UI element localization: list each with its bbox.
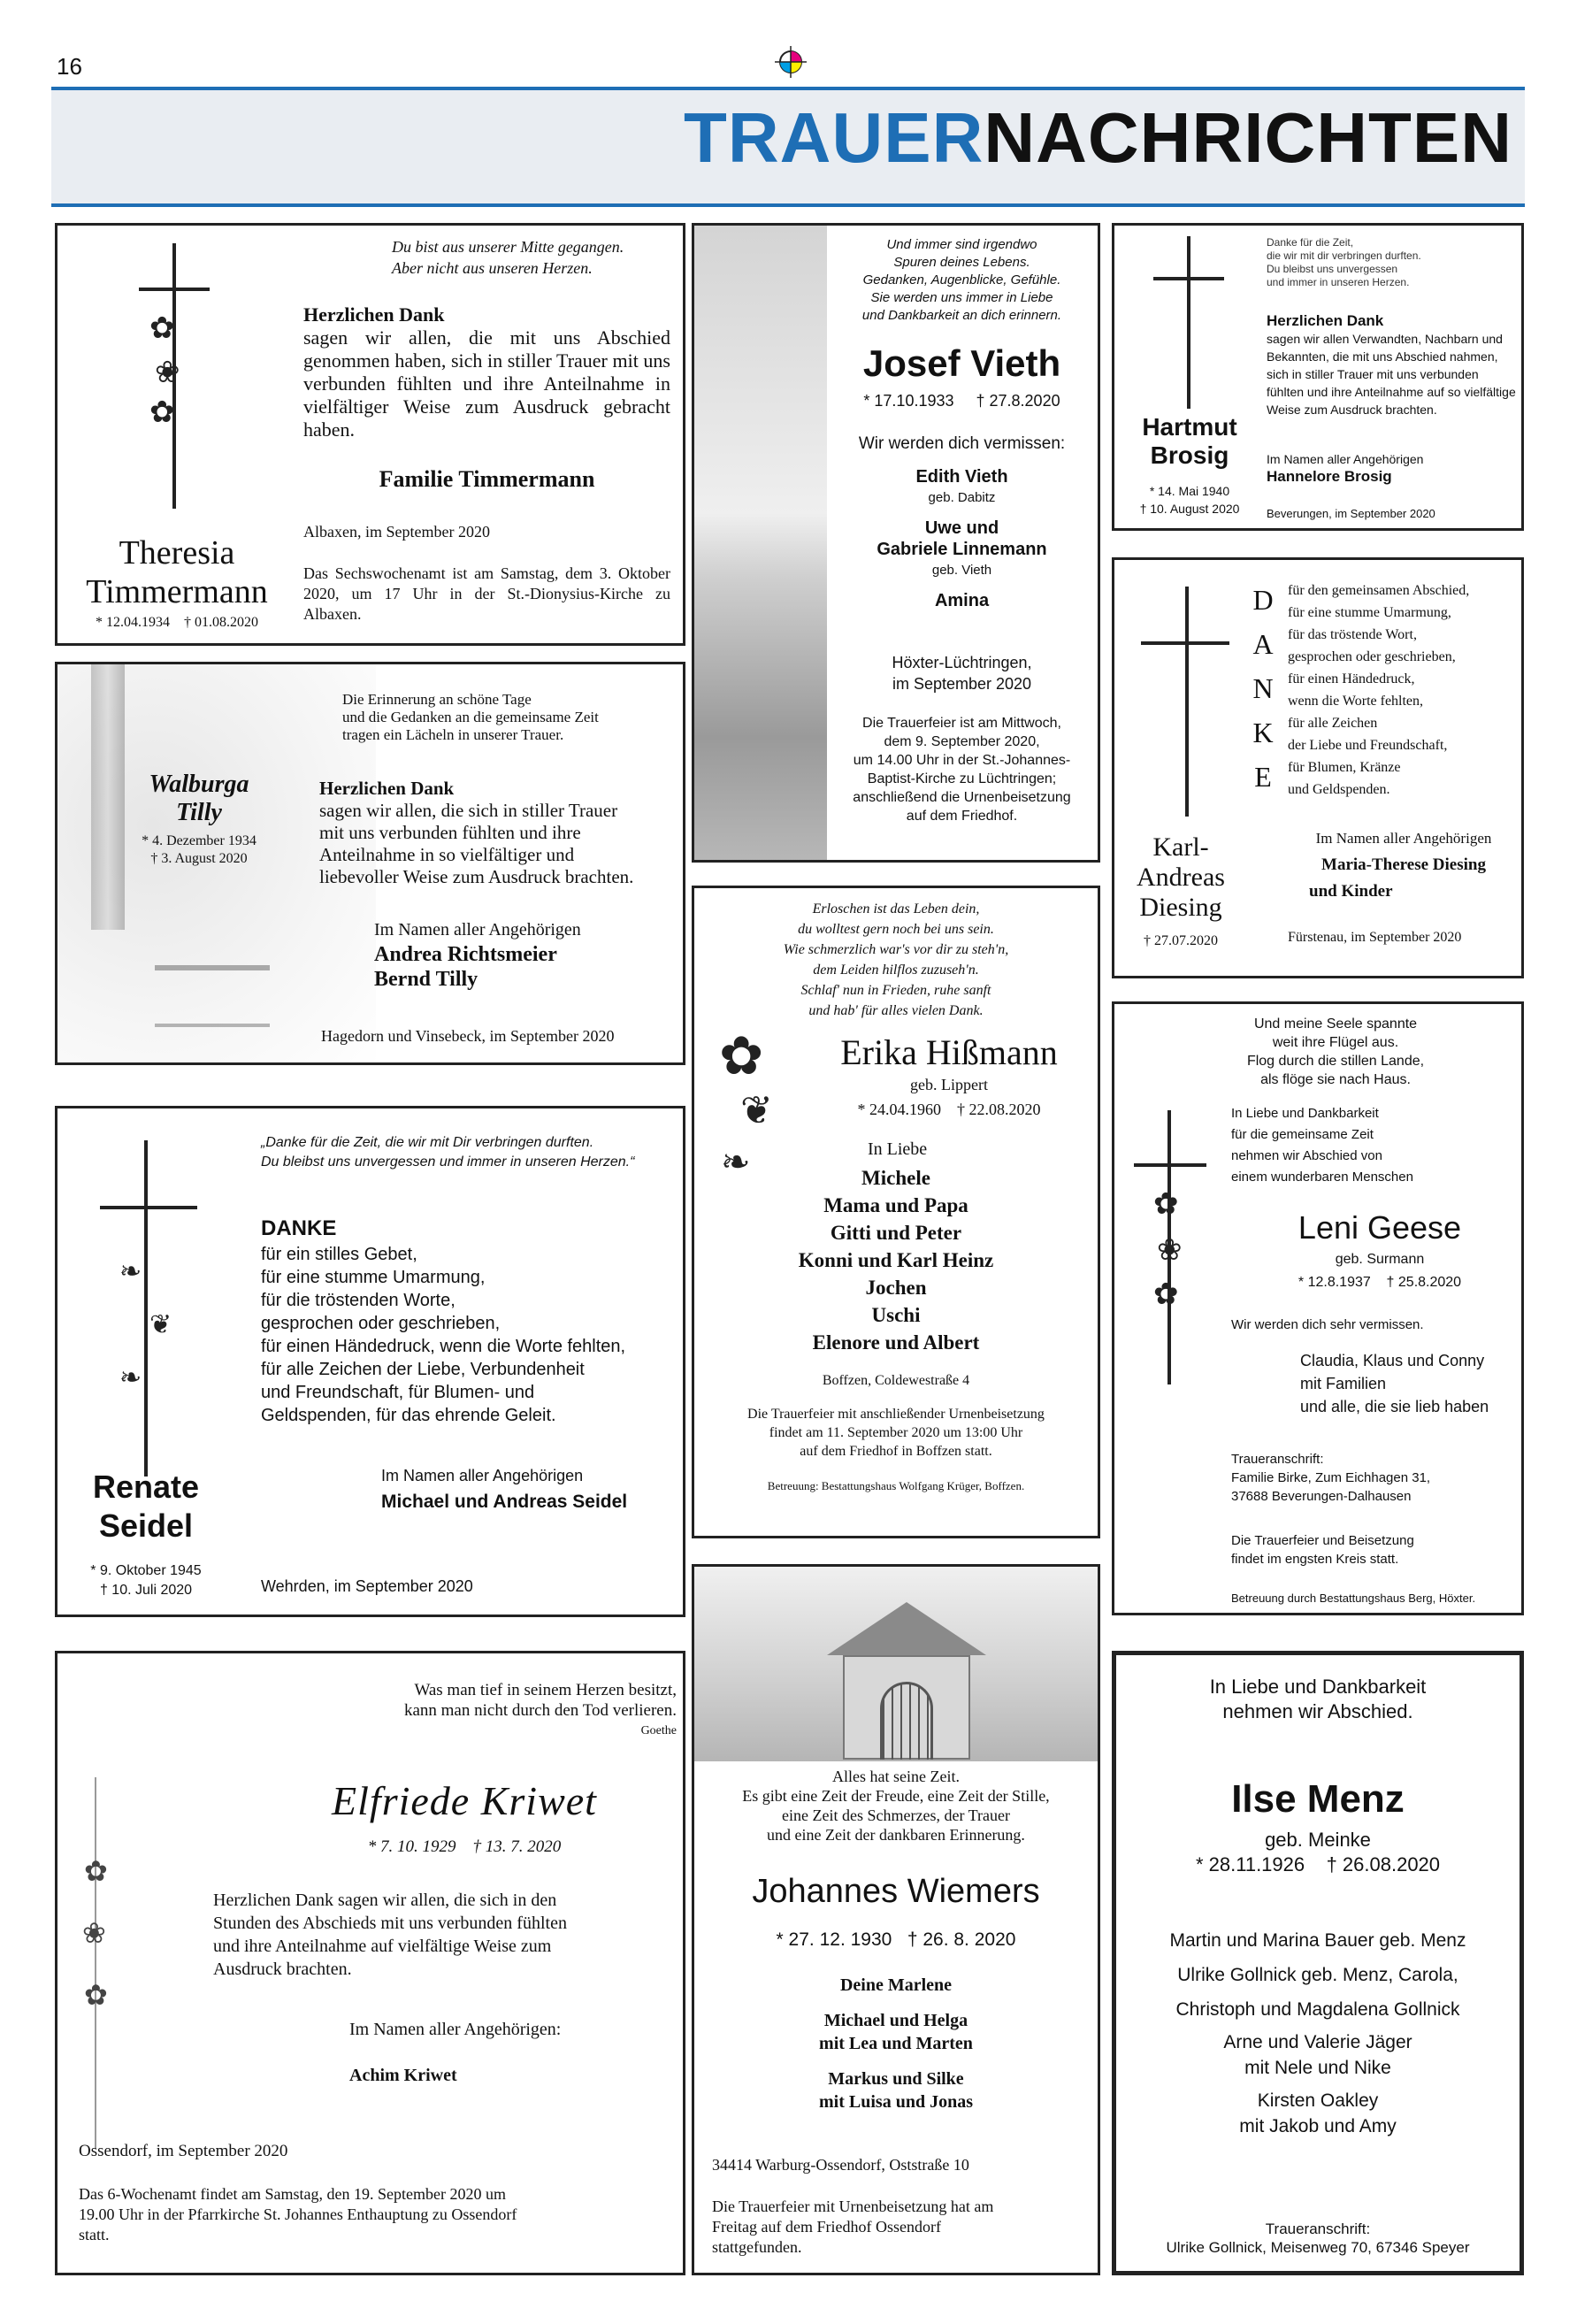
quote-line: Du bist aus unserer Mitte gegangen. xyxy=(392,238,624,256)
dank-line: mit uns verbunden fühlten und ihre xyxy=(319,822,581,843)
cross-icon xyxy=(1187,236,1190,409)
intro-line: nehmen wir Abschied. xyxy=(1222,1700,1413,1722)
cross-bar xyxy=(1153,277,1224,280)
life-dates: * 17.10.1933 † 27.8.2020 xyxy=(863,392,1060,410)
deceased-first-name: Renate xyxy=(92,1469,200,1505)
deceased-name: Elfriede Kriwet xyxy=(332,1778,597,1823)
rose-icon: ❦ xyxy=(740,1089,773,1132)
deceased-first-name: Walburga xyxy=(149,771,249,798)
signature-name: Andrea Richtsmeier xyxy=(374,943,557,966)
died-date: † 3. August 2020 xyxy=(150,851,248,866)
obituary-hissmann xyxy=(692,886,1100,1538)
quote-line: und die Gedanken an die gemeinsame Zeit xyxy=(342,709,599,725)
quote-line: du wolltest gern noch bei uns sein. xyxy=(798,922,994,937)
died-date: † 27.07.2020 xyxy=(1144,933,1218,948)
mourner-line: Markus und Silke xyxy=(828,2069,964,2089)
address-line: Ulrike Gollnick, Meisenweg 70, 67346 Speyer xyxy=(1166,2239,1470,2256)
deceased-first-name: Hartmut xyxy=(1142,413,1237,441)
obituary-menz xyxy=(1112,1651,1524,2275)
danke-line: Geldspenden, für das ehrende Geleit. xyxy=(261,1406,556,1425)
quote-line: Alles hat seine Zeit. xyxy=(832,1768,960,1785)
obituary-geese xyxy=(1112,1001,1524,1615)
address: Boffzen, Coldewestraße 4 xyxy=(822,1373,970,1388)
in-liebe: In Liebe xyxy=(868,1139,928,1159)
place-date: Albaxen, im September 2020 xyxy=(303,523,490,541)
danke-line: für alle Zeichen xyxy=(1288,716,1378,731)
dank-line: liebevoller Weise zum Ausdruck brachten. xyxy=(319,866,634,887)
mourner-nee: geb. Dabitz xyxy=(928,490,996,505)
address: 34414 Warburg-Ossendorf, Oststraße 10 xyxy=(712,2156,969,2174)
danke-letter: E xyxy=(1254,761,1272,793)
deceased-nee: geb. Surmann xyxy=(1335,1252,1425,1267)
dank-line: Herzlichen Dank sagen wir allen, die sich in den xyxy=(213,1891,557,1910)
intro-line: für die gemeinsame Zeit xyxy=(1231,1127,1374,1142)
danke-line: für Blumen, Kränze xyxy=(1288,760,1401,775)
born-date: * 4. Dezember 1934 xyxy=(142,833,256,848)
ivy-icon: ❧ xyxy=(119,1363,142,1392)
dank-heading: Herzlichen Dank xyxy=(303,303,445,326)
mourner-name: Edith Vieth xyxy=(915,467,1008,487)
mourner-line: mit Jakob und Amy xyxy=(1239,2116,1397,2136)
deceased-name: Johannes Wiemers xyxy=(752,1873,1040,1910)
funeral-line: dem 9. September 2020, xyxy=(884,734,1040,749)
dank-line: Anteilnahme in so vielfältiger und xyxy=(319,844,575,865)
intro-line: einem wunderbaren Menschen xyxy=(1231,1170,1413,1185)
mourner-line: Michael und Helga xyxy=(823,2011,968,2030)
mourner-name: Gabriele Linnemann xyxy=(877,540,1047,559)
memorial-mass: Das Sechswochenamt ist am Samstag, dem 3. Oktober 2020, um 17 Uhr in der St.-Dionysius-Kirche zu Albaxen. xyxy=(303,564,670,623)
signature-intro: Im Namen aller Angehörigen xyxy=(374,920,581,940)
quote-line: Flog durch die stillen Lande, xyxy=(1246,1054,1425,1069)
dank-heading: Herzlichen Dank xyxy=(1267,312,1384,329)
signature-intro: Im Namen aller Angehörigen xyxy=(381,1467,584,1484)
mourner-line: mit Familien xyxy=(1300,1375,1387,1392)
dank-text: sagen wir allen, die mit uns Abschied genommen haben, sich in stiller Trauer mit uns verbunden fühlten und ihre Anteilnahme in vielfältiger Weise zum Ausdruck gebracht haben. xyxy=(303,326,670,441)
deceased-name: Leni Geese xyxy=(1298,1209,1462,1246)
intro-line: nehmen wir Abschied von xyxy=(1231,1148,1382,1163)
mourner-name: Uwe und xyxy=(924,518,999,538)
danke-line: gesprochen oder geschrieben, xyxy=(261,1314,501,1333)
place-date: Beverungen, im September 2020 xyxy=(1267,507,1435,520)
rose-icon: ❧ xyxy=(721,1142,751,1182)
born-date: * 14. Mai 1940 xyxy=(1149,484,1230,498)
signature-name: und Kinder xyxy=(1309,882,1393,901)
mourner-nee: geb. Vieth xyxy=(931,563,992,578)
quote-line: dem Leiden hilflos zuzuseh'n. xyxy=(813,963,979,978)
danke-line: für die tröstenden Worte, xyxy=(261,1291,455,1310)
address-line: 37688 Beverungen-Dalhausen xyxy=(1231,1489,1412,1504)
life-dates: * 27. 12. 1930 † 26. 8. 2020 xyxy=(776,1929,1016,1950)
funeral-line: Die Trauerfeier und Beisetzung xyxy=(1231,1533,1414,1548)
deceased-nee: geb. Lippert xyxy=(910,1076,988,1093)
mourner-line: mit Lea und Marten xyxy=(819,2034,973,2053)
danke-line: gesprochen oder geschrieben, xyxy=(1288,649,1456,664)
place-date: Ossendorf, im September 2020 xyxy=(79,2142,288,2160)
funeral-line: findet im engsten Kreis statt. xyxy=(1231,1552,1399,1567)
rose-icon: ✿ xyxy=(84,1979,108,2011)
funeral-line: auf dem Friedhof. xyxy=(906,809,1018,824)
quote-line: Die Erinnerung an schöne Tage xyxy=(342,691,532,708)
danke-line: und Geldspenden. xyxy=(1288,782,1390,797)
deceased-last-name: Seidel xyxy=(98,1507,194,1544)
cross-bar xyxy=(100,1206,197,1209)
quote-line: kann man nicht durch den Tod verlieren. xyxy=(403,1701,677,1720)
page-title xyxy=(531,99,1512,177)
rose-icon: ✿ xyxy=(84,1855,108,1887)
quote-line: Und meine Seele spannte xyxy=(1253,1016,1418,1032)
mourner-line: Kirsten Oakley xyxy=(1257,2090,1379,2111)
signature-name: Maria-Therese Diesing xyxy=(1321,855,1486,874)
mass-line: statt. xyxy=(79,2226,110,2243)
mourner-line: Ulrike Gollnick geb. Menz, Carola, xyxy=(1177,1965,1458,1985)
danke-line: für ein stilles Gebet, xyxy=(261,1245,417,1264)
funeral-line: Die Trauerfeier mit anschließender Urnenbeisetzung xyxy=(747,1407,1045,1422)
intro-line: In Liebe und Dankbarkeit xyxy=(1209,1676,1427,1698)
danke-line: wenn die Worte fehlten, xyxy=(1288,694,1424,709)
obituary-brosig xyxy=(1112,223,1524,531)
obituary-diesing xyxy=(1112,557,1524,978)
funeral-line: auf dem Friedhof in Boffzen statt. xyxy=(800,1444,992,1459)
quote-line: eine Zeit des Schmerzes, der Trauer xyxy=(782,1806,1010,1824)
deceased-name: Josef Vieth xyxy=(862,342,1061,384)
title-part-trauer: TRAUER xyxy=(684,98,984,177)
danke-letter: K xyxy=(1252,717,1274,748)
bench-icon xyxy=(155,965,270,1027)
funeral-line: um 14.00 Uhr in der St.-Johannes- xyxy=(853,753,1071,768)
place-date: Hagedorn und Vinsebeck, im September 2020 xyxy=(321,1027,615,1045)
danke-line: für das tröstende Wort, xyxy=(1288,627,1417,642)
cross-icon xyxy=(1185,587,1189,817)
born-date: * 9. Oktober 1945 xyxy=(90,1563,202,1578)
funeral-line: Die Trauerfeier mit Urnenbeisetzung hat am xyxy=(712,2197,994,2215)
danke-line: für einen Händedruck, xyxy=(1288,671,1415,686)
quote-line: Du bleibst uns unvergessen xyxy=(1267,263,1398,275)
address-label: Traueranschrift: xyxy=(1231,1452,1324,1467)
registration-mark-icon xyxy=(775,46,807,78)
obituary-kriwet xyxy=(55,1651,685,2275)
quote-line: Gedanken, Augenblicke, Gefühle. xyxy=(862,272,1061,288)
quote-line: Erloschen ist das Leben dein, xyxy=(812,901,980,917)
deceased-name: Ilse Menz xyxy=(1231,1777,1405,1821)
deceased-name: Erika Hißmann xyxy=(840,1032,1058,1072)
chapel-gate-icon xyxy=(880,1682,933,1760)
family-signature: Familie Timmermann xyxy=(379,466,595,492)
quote-line: Aber nicht aus unseren Herzen. xyxy=(392,259,593,277)
life-dates: * 12.04.1934 † 01.08.2020 xyxy=(96,615,258,630)
deceased-last-name: Tilly xyxy=(176,799,222,826)
rose-icon: ✿ xyxy=(719,1027,764,1085)
place-date: Wehrden, im September 2020 xyxy=(261,1577,473,1595)
signature-name: Bernd Tilly xyxy=(374,968,478,991)
ivy-icon: ❦ xyxy=(149,1310,172,1339)
rose-icon: ❀ xyxy=(1157,1234,1183,1267)
intro-line: In Liebe und Dankbarkeit xyxy=(1231,1106,1379,1121)
life-dates: * 28.11.1926 † 26.08.2020 xyxy=(1195,1853,1441,1875)
danke-line: und Freundschaft, für Blumen- und xyxy=(261,1383,535,1402)
chapel-roof xyxy=(827,1602,986,1655)
deceased-last-name: Timmermann xyxy=(86,573,268,610)
life-dates: * 24.04.1960 † 22.08.2020 xyxy=(857,1101,1041,1118)
obituary-wiemers xyxy=(692,1564,1100,2275)
quote-line: und hab' für alles vielen Dank. xyxy=(808,1003,984,1018)
danke-line: für eine stumme Umarmung, xyxy=(261,1268,486,1287)
cross-icon xyxy=(95,1777,96,2149)
mourner-line: Claudia, Klaus und Conny xyxy=(1300,1352,1485,1369)
dank-heading: Herzlichen Dank xyxy=(319,778,455,799)
miss-line: Wir werden dich sehr vermissen. xyxy=(1231,1317,1424,1332)
quote-line: Und immer sind irgendwo xyxy=(886,237,1037,252)
quote-line: Schlaf' nun in Frieden, ruhe sanft xyxy=(800,983,991,998)
rose-icon: ✿ xyxy=(1153,1278,1179,1311)
mourner-name: Michele xyxy=(861,1167,930,1189)
danke-letter: N xyxy=(1252,672,1274,704)
quote-line: tragen ein Lächeln in unserer Trauer. xyxy=(342,726,564,743)
mourner-line: Deine Marlene xyxy=(839,1975,953,1995)
place-line: im September 2020 xyxy=(892,675,1032,693)
undertaker: Betreuung: Bestattungshaus Wolfgang Krüger, Boffzen. xyxy=(767,1479,1025,1492)
obituary-timmermann xyxy=(55,223,685,646)
quote-line: „Danke für die Zeit, die wir mit Dir verbringen durften. xyxy=(261,1135,594,1150)
cross-bar xyxy=(1134,1163,1206,1167)
cross-bar xyxy=(1141,641,1229,645)
mourner-line: Martin und Marina Bauer geb. Menz xyxy=(1169,1930,1466,1951)
mourner-name: Elenore und Albert xyxy=(812,1331,980,1354)
life-dates: * 12.8.1937 † 25.8.2020 xyxy=(1298,1275,1462,1290)
funeral-line: Baptist-Kirche zu Lüchtringen; xyxy=(867,771,1057,786)
danke-line: für einen Händedruck, wenn die Worte fehlten, xyxy=(261,1337,626,1356)
quote-line: und immer in unseren Herzen. xyxy=(1267,276,1410,288)
mourner-name: Amina xyxy=(934,591,990,610)
mourner-name: Jochen xyxy=(865,1277,927,1299)
mass-line: 19.00 Uhr in der Pfarrkirche St. Johannes Enthauptung zu Ossendorf xyxy=(79,2205,517,2223)
quote-line: als flöge sie nach Haus. xyxy=(1260,1072,1411,1087)
deceased-first-name: Theresia xyxy=(119,534,235,571)
signature-name: Achim Kriwet xyxy=(349,2066,457,2085)
obituary-vieth xyxy=(692,223,1100,863)
mourner-name: Uschi xyxy=(871,1304,921,1326)
danke-letter: A xyxy=(1252,628,1274,660)
rose-icon: ❀ xyxy=(82,1917,106,1949)
funeral-line: anschließend die Urnenbeisetzung xyxy=(853,790,1071,805)
mourner-line: und alle, die sie lieb haben xyxy=(1300,1398,1489,1415)
quote-line: Was man tief in seinem Herzen besitzt, xyxy=(414,1681,677,1699)
danke-line: für den gemeinsamen Abschied, xyxy=(1288,583,1470,598)
danke-letter: D xyxy=(1252,584,1274,616)
life-dates: * 7. 10. 1929 † 13. 7. 2020 xyxy=(367,1837,562,1856)
funeral-line: Die Trauerfeier ist am Mittwoch, xyxy=(862,716,1061,731)
place-date: Fürstenau, im September 2020 xyxy=(1288,930,1462,945)
quote-line: Du bleibst uns unvergessen und immer in unseren Herzen.“ xyxy=(261,1154,635,1170)
dank-line: Stunden des Abschieds mit uns verbunden fühlten xyxy=(213,1914,567,1933)
died-date: † 10. August 2020 xyxy=(1139,502,1240,516)
obituary-seidel xyxy=(55,1106,685,1617)
mourner-line: mit Luisa und Jonas xyxy=(819,2092,973,2112)
mourner-line: Arne und Valerie Jäger xyxy=(1223,2032,1412,2052)
cross-bar xyxy=(139,288,210,291)
signature-intro: Im Namen aller Angehörigen xyxy=(1315,830,1492,847)
undertaker: Betreuung durch Bestattungshaus Berg, Höxter. xyxy=(1231,1592,1476,1605)
dank-text: sagen wir allen Verwandten, Nachbarn und Bekannten, die mit uns Abschied nahmen, sich in stiller Trauer mit uns verbunden fühlten und ihre Anteilnahme auf so vielfältige Weise zum Ausdruck brachten. xyxy=(1267,332,1516,417)
rose-icon: ❀ xyxy=(155,357,180,389)
mass-line: Das 6-Wochenamt findet am Samstag, den 19. September 2020 um xyxy=(79,2185,506,2203)
rose-icon: ✿ xyxy=(149,396,175,429)
quote-line: und eine Zeit der dankbaren Erinnerung. xyxy=(767,1826,1025,1844)
rose-icon: ✿ xyxy=(1153,1188,1179,1221)
mourner-name: Mama und Papa xyxy=(823,1194,968,1216)
danke-heading: DANKE xyxy=(261,1216,337,1240)
quote-line: die wir mit dir verbringen durften. xyxy=(1267,249,1421,262)
address-line: Familie Birke, Zum Eichhagen 31, xyxy=(1231,1470,1431,1485)
signature-intro: Im Namen aller Angehörigen xyxy=(1267,452,1424,466)
page-number: 16 xyxy=(57,53,82,80)
deceased-nee: geb. Meinke xyxy=(1265,1829,1371,1851)
danke-line: für eine stumme Umarmung, xyxy=(1288,605,1451,620)
signature-intro: Im Namen aller Angehörigen: xyxy=(349,2020,562,2039)
quote-line: Spuren deines Lebens. xyxy=(893,255,1030,270)
signature-name: Michael und Andreas Seidel xyxy=(381,1492,628,1512)
obituary-tilly xyxy=(55,662,685,1065)
mourner-line: mit Nele und Nike xyxy=(1244,2058,1391,2078)
title-part-nachrichten: NACHRICHTEN xyxy=(984,98,1512,177)
quote-line: Sie werden uns immer in Liebe xyxy=(870,290,1053,305)
mourner-line: Christoph und Magdalena Gollnick xyxy=(1175,1999,1460,2020)
danke-line: der Liebe und Freundschaft, xyxy=(1288,738,1448,753)
cross-icon xyxy=(144,1140,148,1476)
funeral-line: Freitag auf dem Friedhof Ossendorf xyxy=(712,2218,941,2236)
place-line: Höxter-Lüchtringen, xyxy=(892,654,1032,671)
dank-line: sagen wir allen, die sich in stiller Trauer xyxy=(319,800,618,821)
funeral-line: stattgefunden. xyxy=(712,2238,802,2256)
ivy-icon: ❧ xyxy=(119,1257,142,1286)
miss-line: Wir werden dich vermissen: xyxy=(858,434,1066,453)
deceased-name-line: Diesing xyxy=(1139,893,1222,922)
funeral-line: findet am 11. September 2020 um 13:00 Uhr xyxy=(769,1425,1023,1440)
quote-line: Wie schmerzlich war's vor dir zu steh'n, xyxy=(783,942,1009,957)
quote-line: Danke für die Zeit, xyxy=(1267,236,1354,249)
beach-photo xyxy=(694,226,827,863)
mourner-name: Gitti und Peter xyxy=(830,1222,962,1244)
address-label: Traueranschrift: xyxy=(1265,2220,1371,2237)
dank-line: Ausdruck brachten. xyxy=(213,1960,352,1979)
deceased-name-line: Karl- xyxy=(1152,832,1209,862)
deceased-last-name: Brosig xyxy=(1150,441,1229,469)
quote-author: Goethe xyxy=(640,1724,677,1737)
quote-line: und Dankbarkeit an dich erinnern. xyxy=(861,308,1062,323)
mourner-name: Konni und Karl Heinz xyxy=(798,1249,994,1271)
quote-line: Es gibt eine Zeit der Freude, eine Zeit der Stille, xyxy=(742,1787,1050,1805)
signature-name: Hannelore Brosig xyxy=(1267,468,1392,485)
rose-icon: ✿ xyxy=(149,312,175,345)
dank-line: und ihre Anteilnahme auf vielfältige Weise zum xyxy=(213,1937,552,1956)
died-date: † 10. Juli 2020 xyxy=(99,1583,193,1598)
danke-line: für alle Zeichen der Liebe, Verbundenheit xyxy=(261,1360,585,1379)
deceased-name-line: Andreas xyxy=(1137,863,1225,892)
quote-line: weit ihre Flügel aus. xyxy=(1272,1035,1399,1050)
